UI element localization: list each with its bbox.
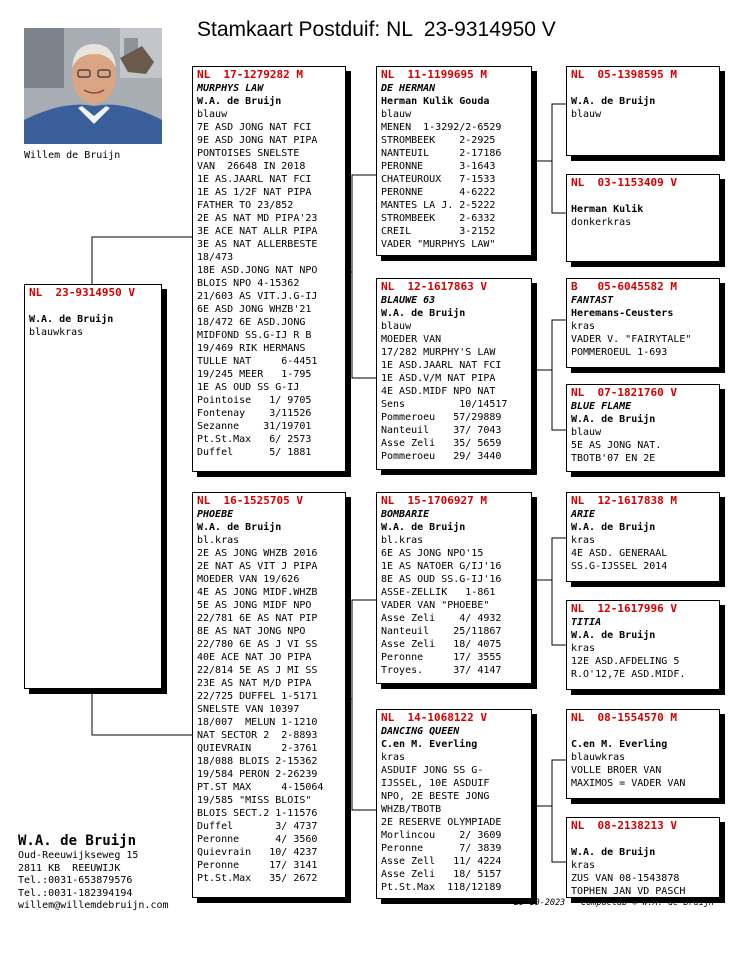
- ring-number: NL 08-1554570 M: [571, 711, 677, 724]
- performance-line: TBOTB'07 EN 2E: [571, 453, 656, 464]
- performance-lines: [197, 547, 341, 885]
- performance-line: 40E ACE NAT JO PIPA: [197, 652, 312, 663]
- ring-number: B 05-6045582 M: [571, 280, 677, 293]
- performance-line: NPO, 2E BESTE JONG: [381, 791, 490, 802]
- performance-line: PERONNE 4-6222: [381, 187, 496, 198]
- performance-line: 18/473: [197, 252, 234, 263]
- breeder-name: W.A. de Bruijn: [571, 630, 656, 641]
- breeder-phone-2: Tel.:0031-182394194: [18, 887, 133, 899]
- performance-line: 2E AS JONG WHZB 2016: [197, 548, 318, 559]
- pigeon-card-fmf[interactable]: [566, 278, 720, 368]
- breeder-name: W.A. de Bruijn: [381, 308, 466, 319]
- breeder-name: W.A. de Bruijn: [197, 96, 282, 107]
- performance-lines: [571, 547, 715, 573]
- performance-line: Asse Zell 11/ 4224: [381, 856, 502, 867]
- performance-lines: [381, 764, 527, 894]
- performance-line: Duffel 5/ 1881: [197, 447, 312, 458]
- pigeon-color: blauw: [197, 109, 228, 120]
- performance-line: MANTES LA J. 2-5222: [381, 200, 496, 211]
- performance-line: VADER "MURPHYS LAW": [381, 239, 496, 250]
- performance-line: 5E AS JONG MIDF NPO: [197, 600, 312, 611]
- ring-number: NL 15-1706927 M: [381, 494, 487, 507]
- performance-line: ASDUIF JONG SS G-: [381, 765, 484, 776]
- performance-line: MAXIMOS = VADER VAN: [571, 778, 686, 789]
- pigeon-name: BLUE FLAME: [571, 401, 632, 412]
- pigeon-color: donkerkras: [571, 217, 632, 228]
- performance-line: POMMEROEUL 1-693: [571, 347, 668, 358]
- pigeon-card-fff[interactable]: [566, 66, 720, 156]
- performance-line: 4E AS JONG MIDF.WHZB: [197, 587, 318, 598]
- performance-line: Pt.St.Max 118/12189: [381, 882, 502, 893]
- performance-line: 22/814 5E AS J MI SS: [197, 665, 318, 676]
- performance-line: 8E AS NAT JONG NPO: [197, 626, 306, 637]
- performance-line: Quievrain 10/ 4237: [197, 847, 318, 858]
- pigeon-color: bl.kras: [381, 535, 424, 546]
- pigeon-name: BLAUWE 63: [381, 295, 436, 306]
- pigeon-color: blauw: [381, 109, 412, 120]
- ring-number: NL 23-9314950 V: [29, 286, 135, 299]
- performance-line: Peronne 17/ 3555: [381, 652, 502, 663]
- ring-number: NL 12-1617838 M: [571, 494, 677, 507]
- performance-line: 6E AS JONG NPO'15: [381, 548, 484, 559]
- pigeon-color: kras: [381, 752, 406, 763]
- breeder-name: W.A. de Bruijn: [571, 847, 656, 858]
- performance-line: Peronne 17/ 3141: [197, 860, 318, 871]
- breeder-name: Heremans-Ceusters: [571, 308, 674, 319]
- performance-line: 1E AS.JAARL NAT FCI: [197, 174, 312, 185]
- footer-date: 29-10-2023: [514, 898, 566, 908]
- performance-line: 1E AS NATOER G/IJ'16: [381, 561, 502, 572]
- performance-line: 1E AS 1/2F NAT PIPA: [197, 187, 312, 198]
- breeder-phone-1: Tel.:0031-653879576: [18, 875, 133, 886]
- pigeon-color: blauw: [381, 321, 412, 332]
- performance-line: 8E AS OUD SS.G-IJ'16: [381, 574, 502, 585]
- breeder-name: W.A. de Bruijn: [29, 314, 114, 325]
- performance-line: Sens 10/14517: [381, 399, 508, 410]
- performance-line: 2E NAT AS VIT J PIPA: [197, 561, 318, 572]
- performance-line: 2E RESERVE OLYMPIADE: [381, 817, 502, 828]
- performance-lines: [571, 764, 715, 790]
- performance-line: VAN 26648 IN 2018: [197, 161, 306, 172]
- performance-line: Peronne 4/ 3560: [197, 834, 318, 845]
- performance-lines: [571, 655, 715, 681]
- pigeon-card-mother-mother[interactable]: [376, 709, 532, 899]
- performance-line: 17/282 MURPHY'S LAW: [381, 347, 496, 358]
- breeder-title: W.A. de Bruijn: [18, 833, 137, 849]
- performance-line: Asse Zeli 18/ 5157: [381, 869, 502, 880]
- pigeon-color: blauwkras: [29, 327, 84, 338]
- performance-line: NAT SECTOR 2 2-8893: [197, 730, 318, 741]
- performance-line: Asse Zeli 18/ 4075: [381, 639, 502, 650]
- performance-line: Pointoise 1/ 9705: [197, 395, 312, 406]
- performance-line: SNELSTE VAN 10397: [197, 704, 300, 715]
- performance-line: 18/007 MELUN 1-1210: [197, 717, 318, 728]
- pigeon-name: MURPHYS LAW: [197, 83, 264, 94]
- performance-line: Peronne 7/ 3839: [381, 843, 502, 854]
- performance-line: 19/245 MEER 1-795: [197, 369, 312, 380]
- ring-number: NL 14-1068122 V: [381, 711, 487, 724]
- breeder-address: Oud-Reeuwijkseweg 15: [18, 850, 139, 861]
- performance-line: 3E ACE NAT ALLR PIPA: [197, 226, 318, 237]
- performance-line: Sezanne 31/19701: [197, 421, 312, 432]
- performance-line: Nanteuil 25/11867: [381, 626, 502, 637]
- performance-line: 1E ASD.V/M NAT PIPA: [381, 373, 496, 384]
- performance-lines: [571, 333, 715, 359]
- performance-line: Fontenay 3/11526: [197, 408, 312, 419]
- pigeon-name: BOMBARIE: [381, 509, 430, 520]
- performance-line: SS.G-IJSSEL 2014: [571, 561, 668, 572]
- performance-line: FATHER TO 23/852: [197, 200, 294, 211]
- pigeon-name: DANCING QUEEN: [381, 726, 460, 737]
- performance-line: STROMBEEK 2-6332: [381, 213, 496, 224]
- pigeon-name: DE HERMAN: [381, 83, 436, 94]
- performance-line: IJSSEL, 10E ASDUIF: [381, 778, 490, 789]
- pigeon-name: ARIE: [571, 509, 596, 520]
- performance-line: 23E AS NAT M/D PIPA: [197, 678, 312, 689]
- performance-line: 5E AS JONG NAT.: [571, 440, 662, 451]
- pigeon-color: blauw: [571, 427, 602, 438]
- pigeon-card-father[interactable]: [192, 66, 346, 472]
- performance-line: VADER VAN "PHOEBE": [381, 600, 490, 611]
- performance-line: 22/725 DUFFEL 1-5171: [197, 691, 318, 702]
- performance-line: 19/585 "MISS BLOIS": [197, 795, 312, 806]
- performance-line: WHZB/TBOTB: [381, 804, 442, 815]
- performance-lines: [381, 121, 527, 251]
- performance-lines: [381, 547, 527, 677]
- pigeon-card-ffm[interactable]: [566, 174, 720, 262]
- pigeon-name: FANTAST: [571, 295, 614, 306]
- pigeon-color: kras: [571, 643, 596, 654]
- performance-line: 7E ASD JONG NAT FCI: [197, 122, 312, 133]
- performance-line: Troyes. 37/ 4147: [381, 665, 502, 676]
- performance-line: 6E ASD JONG WHZB'21: [197, 304, 312, 315]
- performance-line: 21/603 AS VIT.J.G-IJ: [197, 291, 318, 302]
- performance-line: BLOIS NPO 4-15362: [197, 278, 300, 289]
- performance-line: 4E ASD.MIDF NPO NAT: [381, 386, 496, 397]
- ring-number: NL 12-1617996 V: [571, 602, 677, 615]
- breeder-postal: 2811 KB REEUWIJK: [18, 862, 121, 874]
- breeder-name: W.A. de Bruijn: [571, 414, 656, 425]
- performance-line: 4E ASD. GENERAAL: [571, 548, 668, 559]
- pigeon-card-main[interactable]: [24, 284, 162, 689]
- pigeon-card-mmf[interactable]: [566, 709, 720, 799]
- performance-line: PERONNE 3-1643: [381, 161, 496, 172]
- pigeon-color: bl.kras: [197, 535, 240, 546]
- pigeon-color: blauwkras: [571, 752, 626, 763]
- breeder-name: W.A. de Bruijn: [571, 522, 656, 533]
- ring-number: NL 07-1821760 V: [571, 386, 677, 399]
- performance-line: 9E ASD JONG NAT PIPA: [197, 135, 318, 146]
- breeder-name: C.en M. Everling: [571, 739, 668, 750]
- performance-lines: [571, 439, 715, 465]
- performance-line: Pt.St.Max 35/ 2672: [197, 873, 318, 884]
- performance-line: MIDFOND SS.G-IJ R B: [197, 330, 312, 341]
- performance-line: VOLLE BROER VAN: [571, 765, 662, 776]
- pigeon-card-father-father[interactable]: [376, 66, 532, 256]
- breeder-name: W.A. de Bruijn: [197, 522, 282, 533]
- performance-line: NANTEUIL 2-17186: [381, 148, 502, 159]
- performance-line: CREIL 3-2152: [381, 226, 496, 237]
- performance-line: VADER V. "FAIRYTALE": [571, 334, 692, 345]
- performance-line: 22/781 6E AS NAT PIP: [197, 613, 318, 624]
- pigeon-color: blauw: [571, 109, 602, 120]
- breeder-name: Herman Kulik: [571, 204, 644, 215]
- pigeon-color: kras: [571, 321, 596, 332]
- performance-line: 12E ASD.AFDELING 5: [571, 656, 680, 667]
- performance-line: STROMBEEK 2-2925: [381, 135, 496, 146]
- breeder-contact-block: [18, 832, 169, 913]
- performance-line: 18E ASD.JONG NAT NPO: [197, 265, 318, 276]
- pigeon-name: TITIA: [571, 617, 602, 628]
- performance-line: MOEDER VAN 19/626: [197, 574, 300, 585]
- performance-line: Duffel 3/ 4737: [197, 821, 318, 832]
- performance-line: MENEN 1-3292/2-6529: [381, 122, 502, 133]
- performance-line: 1E ASD.JAARL NAT FCI: [381, 360, 502, 371]
- ring-number: NL 08-2138213 V: [571, 819, 677, 832]
- performance-line: Asse Zeli 35/ 5659: [381, 438, 502, 449]
- performance-line: 19/584 PERON 2-26239: [197, 769, 318, 780]
- performance-line: BLOIS SECT.2 1-11576: [197, 808, 318, 819]
- ring-number: NL 16-1525705 V: [197, 494, 303, 507]
- performance-line: MOEDER VAN: [381, 334, 442, 345]
- pigeon-color: kras: [571, 535, 596, 546]
- performance-line: Pommeroeu 57/29889: [381, 412, 502, 423]
- breeder-name: Herman Kulik Gouda: [381, 96, 490, 107]
- pigeon-card-mfm[interactable]: [566, 600, 720, 690]
- page-title: Stamkaart Postduif: NL 23-9314950 V: [197, 18, 556, 41]
- performance-line: Morlincou 2/ 3609: [381, 830, 502, 841]
- pigeon-card-fmm[interactable]: [566, 384, 720, 472]
- performance-line: PONTOISES SNELSTE: [197, 148, 300, 159]
- pigeon-name: PHOEBE: [197, 509, 234, 520]
- breeder-name: W.A. de Bruijn: [381, 522, 466, 533]
- pigeon-card-mff[interactable]: [566, 492, 720, 582]
- performance-line: PT.ST MAX 4-15064: [197, 782, 324, 793]
- performance-line: QUIEVRAIN 2-3761: [197, 743, 318, 754]
- pigeon-card-mmm[interactable]: [566, 817, 720, 898]
- performance-line: 18/088 BLOIS 2-15362: [197, 756, 318, 767]
- pigeon-color: kras: [571, 860, 596, 871]
- performance-line: Pt.St.Max 6/ 2573: [197, 434, 312, 445]
- performance-lines: [571, 872, 715, 898]
- performance-lines: [381, 333, 527, 463]
- performance-line: TOPHEN JAN VD PASCH: [571, 886, 686, 897]
- pigeon-card-father-mother[interactable]: [376, 278, 532, 470]
- performance-line: TULLE NAT 6-4451: [197, 356, 318, 367]
- performance-line: Nanteuil 37/ 7043: [381, 425, 502, 436]
- performance-lines: [197, 121, 341, 459]
- performance-line: R.O'12,7E ASD.MIDF.: [571, 669, 686, 680]
- performance-line: Pommeroeu 29/ 3440: [381, 451, 502, 462]
- breeder-email[interactable]: willem@willemdebruijn.com: [18, 900, 169, 911]
- ring-number: NL 17-1279282 M: [197, 68, 303, 81]
- owner-caption: Willem de Bruijn: [24, 150, 121, 161]
- ring-number: NL 03-1153409 V: [571, 176, 677, 189]
- performance-line: 18/472 6E ASD.JONG: [197, 317, 306, 328]
- breeder-name: C.en M. Everling: [381, 739, 478, 750]
- breeder-name: W.A. de Bruijn: [571, 96, 656, 107]
- performance-line: 3E AS NAT ALLERBESTE: [197, 239, 318, 250]
- ring-number: NL 12-1617863 V: [381, 280, 487, 293]
- performance-line: 22/780 6E AS J VI SS: [197, 639, 318, 650]
- pigeon-card-mother-father[interactable]: [376, 492, 532, 684]
- footer-copyright: Compuclub © W.A. de Bruijn: [581, 898, 715, 908]
- pigeon-card-mother[interactable]: [192, 492, 346, 898]
- performance-line: ASSE-ZELLIK 1-861: [381, 587, 496, 598]
- ring-number: NL 11-1199695 M: [381, 68, 487, 81]
- performance-line: 2E AS NAT MD PIPA'23: [197, 213, 318, 224]
- performance-line: Asse Zeli 4/ 4932: [381, 613, 502, 624]
- performance-line: ZUS VAN 08-1543878: [571, 873, 680, 884]
- performance-line: 1E AS OUD SS G-IJ: [197, 382, 300, 393]
- performance-line: CHATEUROUX 7-1533: [381, 174, 496, 185]
- performance-line: 19/469 RIK HERMANS: [197, 343, 306, 354]
- ring-number: NL 05-1398595 M: [571, 68, 677, 81]
